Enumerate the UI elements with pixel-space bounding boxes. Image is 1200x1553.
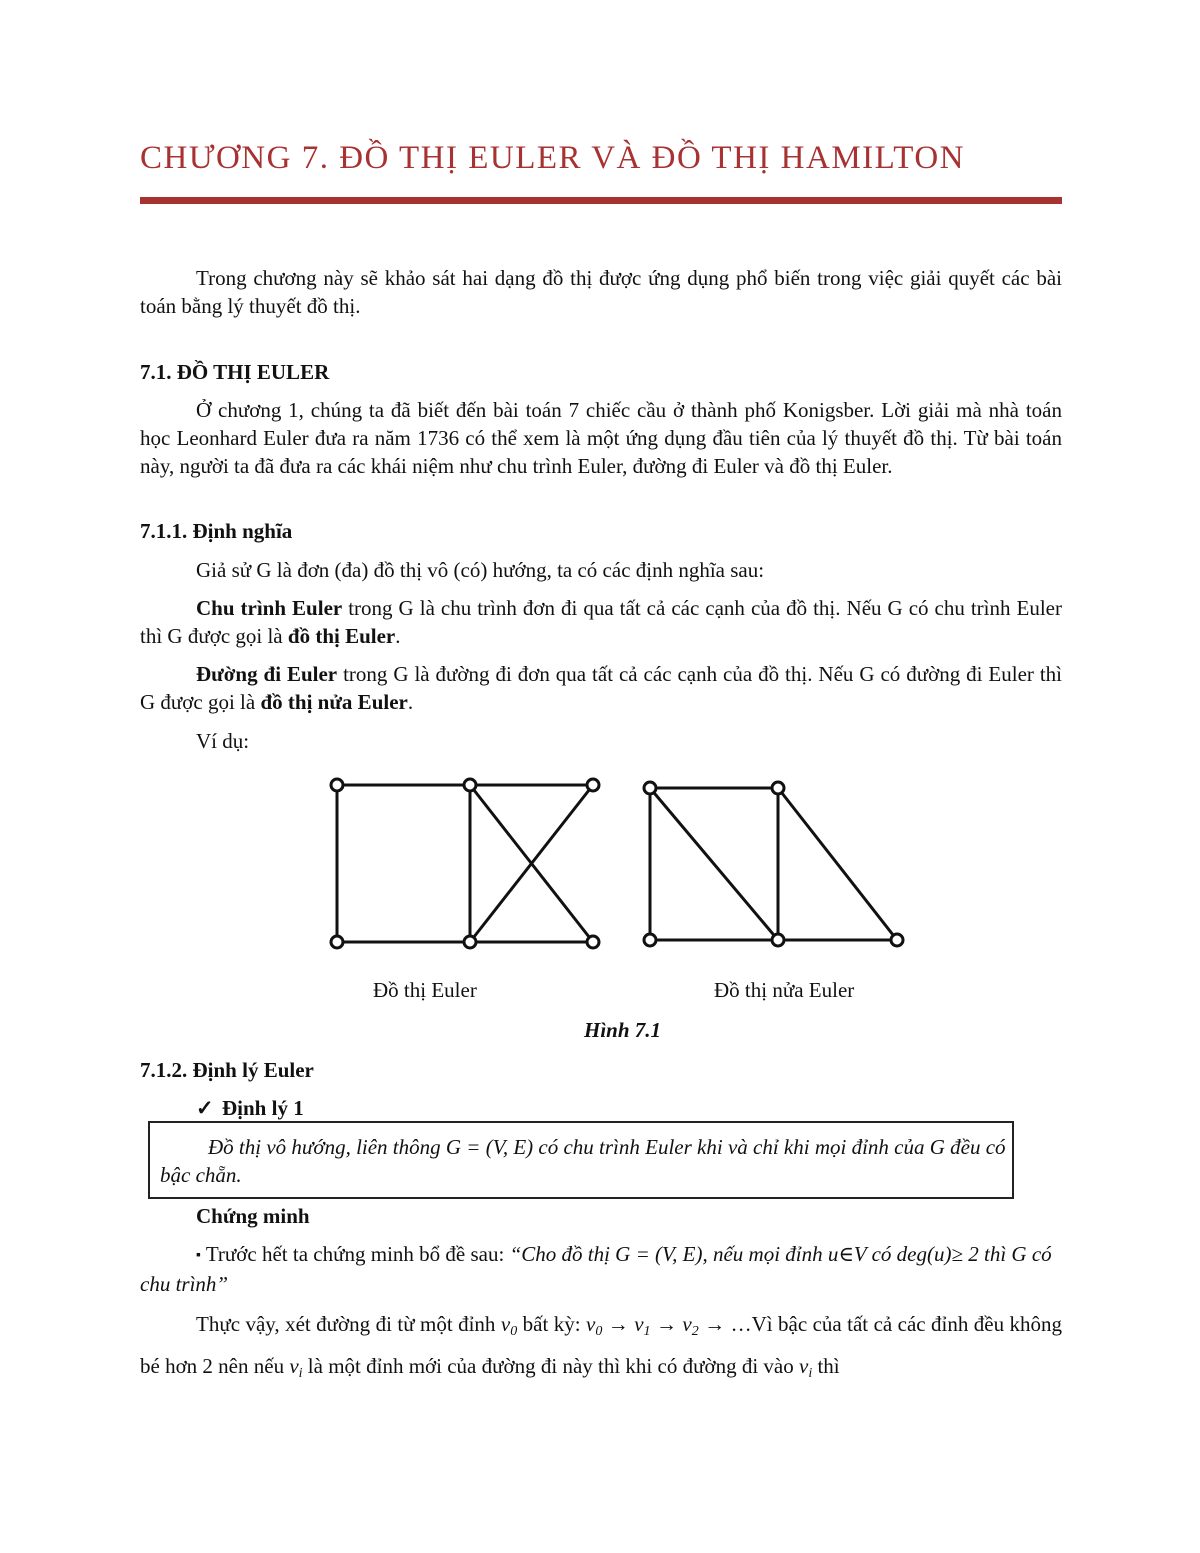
proof-paragraph (140, 1307, 1062, 1391)
var-sub: 1 (643, 1324, 651, 1339)
section-7-1-heading: 7.1. ĐỒ THỊ EULER (140, 360, 330, 384)
document-page (140, 0, 1062, 1553)
definition-euler-path (140, 660, 1062, 716)
var-v: v (682, 1312, 692, 1336)
vertex (891, 934, 903, 946)
vertex (464, 936, 476, 948)
arrow-icon: → (704, 1312, 726, 1336)
var-v: v (798, 1354, 809, 1378)
vertex (587, 936, 599, 948)
theorem-text: Đồ thị vô hướng, liên thông G = (V, E) có chu trình Euler khi và chỉ khi mọi đỉnh của G đều có bậc chẵn. (160, 1135, 1006, 1187)
var-sub: i (298, 1366, 303, 1381)
definition-lead: Giả sử G là đơn (đa) đồ thị vô (có) hướng, ta có các định nghĩa sau: (196, 558, 765, 582)
var-sub: 0 (510, 1324, 518, 1339)
term-semi-euler-graph: đồ thị nửa Euler (260, 690, 408, 714)
var-sub: i (808, 1366, 813, 1381)
caption-euler-graph: Đồ thị Euler (373, 978, 477, 1002)
var-v: v (585, 1312, 596, 1336)
section-7-1-paragraph: Ở chương 1, chúng ta đã biết đến bài toán 7 chiếc cầu ở thành phố Konigsber. Lời giải mà nhà toán học Leonhard Euler đưa ra năm 1736 có thể xem là một ứng dụng đầu tiên của lý thuyết đồ thị. Từ bài toán này, người ta đã đưa ra các khái niệm như chu trình Euler, đường đi Euler và đồ thị Euler. (140, 398, 1062, 478)
vertex (331, 779, 343, 791)
var-sub: 2 (691, 1324, 699, 1339)
proof-text-4: là một đỉnh mới của đường đi này thì khi có đường đi vào (302, 1354, 799, 1378)
lemma-quote: “Cho đồ thị G = (V, E), nếu mọi đỉnh u∈V có deg(u)≥ 2 thì G có chu trình” (140, 1242, 1052, 1296)
bullet-icon: ▪ (196, 1248, 201, 1263)
checkmark-icon: ✓ (196, 1096, 214, 1120)
vertex (644, 934, 656, 946)
section-7-1-2-heading: 7.1.2. Định lý Euler (140, 1058, 314, 1082)
example-label: Ví dụ: (196, 729, 250, 753)
semi-euler-graph (644, 782, 903, 946)
vertex (464, 779, 476, 791)
arrow-icon: → (607, 1312, 629, 1336)
proof-text-5: thì (812, 1354, 840, 1378)
vertex (587, 779, 599, 791)
var-v: v (289, 1354, 299, 1378)
lemma-paragraph (140, 1240, 1062, 1298)
edge (778, 788, 897, 940)
arrow-icon: → (655, 1312, 677, 1336)
section-7-1-1-heading: 7.1.1. Định nghĩa (140, 519, 293, 543)
var-sub: 0 (595, 1324, 603, 1339)
proof-label: Chứng minh (196, 1204, 310, 1228)
vertex (644, 782, 656, 794)
theorem-label: Định lý 1 (222, 1096, 304, 1120)
figure-number: Hình 7.1 (584, 1018, 662, 1042)
def2-end: . (407, 690, 414, 714)
vertex (331, 936, 343, 948)
theorem-box (148, 1121, 1014, 1199)
proof-text-2: bất kỳ: (517, 1312, 586, 1336)
theorem-1-label (140, 1094, 1062, 1122)
var-v: v (500, 1312, 511, 1336)
proof-text-3: …Vì bậc của tất cả các đỉnh đều không bé hơn 2 nên nếu (140, 1312, 1063, 1378)
term-euler-graph: đồ thị Euler (287, 624, 396, 648)
chapter-title: CHƯƠNG 7. ĐỒ THỊ EULER VÀ ĐỒ THỊ HAMILTON (140, 140, 966, 176)
title-rule (140, 197, 1062, 204)
vertex (772, 782, 784, 794)
intro-paragraph: Trong chương này sẽ khảo sát hai dạng đồ thị được ứng dụng phổ biến trong việc giải quyết các bài toán bằng lý thuyết đồ thị. (140, 266, 1062, 318)
def1-end: . (395, 624, 401, 648)
lemma-intro: Trước hết ta chứng minh bổ đề sau: (205, 1242, 510, 1266)
proof-text-1: Thực vậy, xét đường đi từ một đỉnh (196, 1312, 496, 1336)
var-v: v (634, 1312, 644, 1336)
figure-7-1-graphs (325, 770, 915, 960)
vertex (772, 934, 784, 946)
def2-text: trong G là đường đi đơn qua tất cả các cạnh của đồ thị. Nếu G có đường đi Euler thì G được gọi là (140, 662, 1062, 714)
term-euler-path: Đường đi Euler (196, 662, 338, 686)
term-euler-circuit: Chu trình Euler (196, 596, 343, 620)
euler-graph (331, 779, 599, 948)
edge (650, 788, 778, 940)
definition-euler-circuit (140, 594, 1062, 650)
def1-text: trong G là chu trình đơn đi qua tất cả các cạnh của đồ thị. Nếu G có chu trình Euler thì G được gọi là (140, 596, 1062, 648)
caption-semi-euler-graph: Đồ thị nửa Euler (714, 978, 855, 1002)
